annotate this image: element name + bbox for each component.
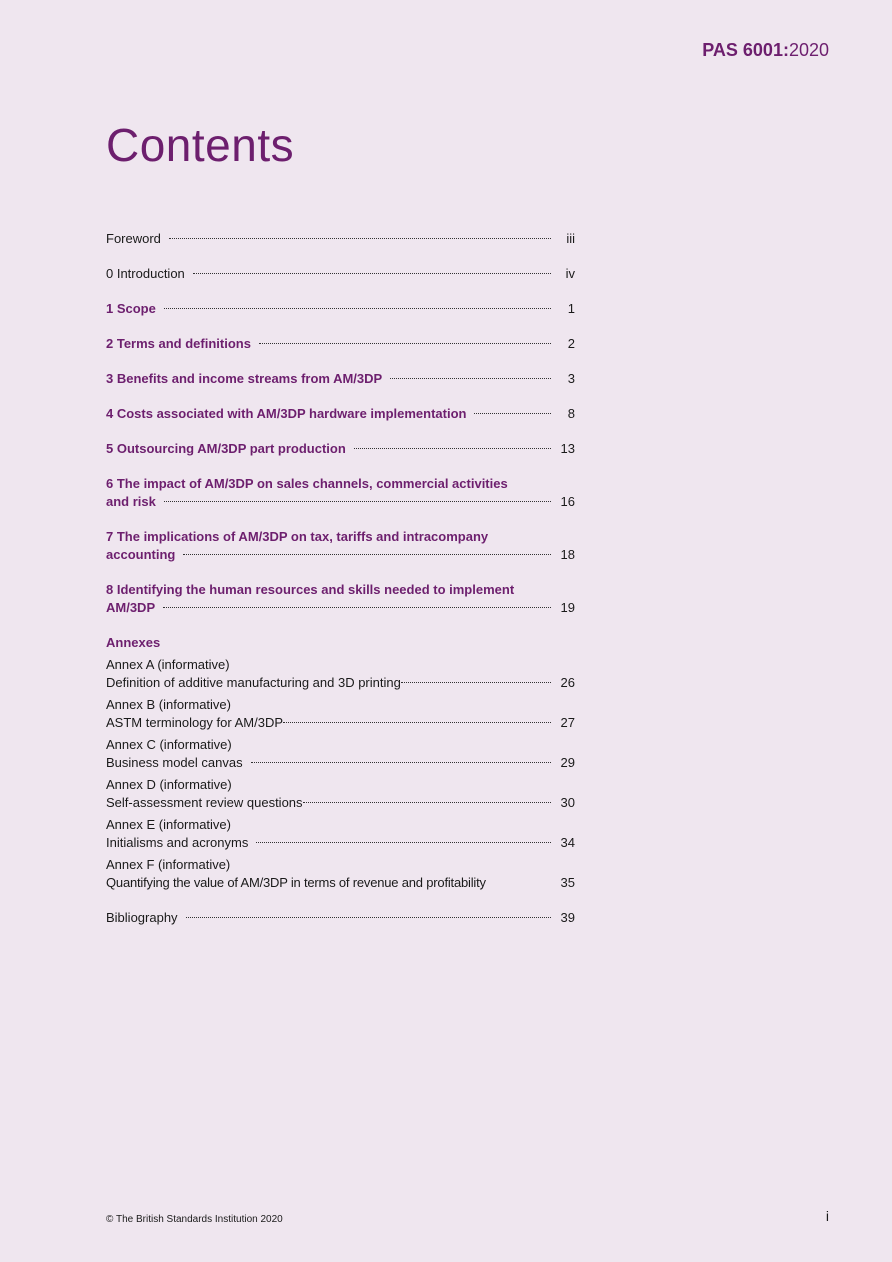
annexes-heading: Annexes	[106, 635, 161, 650]
leader-dots	[164, 501, 551, 502]
annex-type: Annex F (informative)	[106, 857, 231, 872]
toc-page: iv	[565, 266, 575, 281]
toc-label: Bibliography	[106, 910, 178, 925]
leader-dots	[390, 378, 551, 379]
toc-page: 18	[560, 547, 575, 562]
toc-page: 30	[560, 795, 575, 810]
toc-label: 1 Scope	[106, 301, 156, 316]
toc-page: 16	[560, 494, 575, 509]
toc-entry-tax[interactable]	[106, 528, 575, 564]
toc-entry-costs[interactable]	[106, 405, 575, 423]
toc-label: 2 Terms and definitions	[106, 336, 251, 351]
leader-dots	[259, 343, 551, 344]
toc-page: 13	[560, 441, 575, 456]
toc-page: 8	[567, 406, 575, 421]
leader-dots	[401, 682, 551, 683]
annex-type: Annex B (informative)	[106, 697, 231, 712]
leader-dots	[256, 842, 551, 843]
copyright-notice: © The British Standards Institution 2020	[106, 1214, 283, 1225]
leader-dots	[193, 273, 551, 274]
leader-dots	[186, 917, 551, 918]
toc-page: 2	[567, 336, 575, 351]
annex-title: Initialisms and acronyms	[106, 835, 249, 850]
leader-dots	[163, 607, 551, 608]
toc-entry-terms[interactable]	[106, 335, 575, 353]
toc-entry-annex-e[interactable]	[106, 816, 575, 852]
annex-type: Annex C (informative)	[106, 737, 232, 752]
toc-label-line1: 8 Identifying the human resources and skills needed to implement	[106, 582, 515, 597]
toc-page: 26	[560, 675, 575, 690]
leader-dots	[283, 722, 551, 723]
toc-entry-annex-f[interactable]	[106, 856, 575, 892]
leader-dots	[354, 448, 551, 449]
toc-entry-scope[interactable]	[106, 300, 575, 318]
standard-code: PAS 6001:	[702, 40, 789, 60]
toc-entry-sales-channels[interactable]	[106, 475, 575, 511]
annex-title: ASTM terminology for AM/3DP	[106, 715, 283, 730]
annex-type: Annex D (informative)	[106, 777, 232, 792]
toc-page: 35	[560, 875, 575, 890]
toc-entry-annex-d[interactable]	[106, 776, 575, 812]
page-number: i	[825, 1208, 829, 1224]
leader-dots	[164, 308, 551, 309]
toc-entry-bibliography[interactable]	[106, 909, 575, 927]
toc-label: Foreword	[106, 231, 161, 246]
toc-label: 3 Benefits and income streams from AM/3DP	[106, 371, 383, 386]
annex-type: Annex E (informative)	[106, 817, 231, 832]
toc-entry-annex-a[interactable]	[106, 656, 575, 692]
leader-dots	[183, 554, 551, 555]
table-of-contents	[106, 230, 575, 927]
toc-label-line2: AM/3DP	[106, 600, 156, 615]
toc-label-line1: 7 The implications of AM/3DP on tax, tariffs and intracompany	[106, 529, 489, 544]
annex-title: Self-assessment review questions	[106, 795, 303, 810]
standard-year: 2020	[788, 40, 829, 60]
document-id	[702, 40, 829, 61]
toc-entry-foreword[interactable]	[106, 230, 575, 248]
toc-page: 3	[567, 371, 575, 386]
toc-page: 34	[560, 835, 575, 850]
toc-label-line1: 6 The impact of AM/3DP on sales channels, commercial activities	[106, 476, 508, 491]
toc-page: iii	[566, 231, 575, 246]
annex-type: Annex A (informative)	[106, 657, 230, 672]
toc-label-line2: and risk	[106, 494, 156, 509]
leader-dots	[251, 762, 551, 763]
toc-label: 5 Outsourcing AM/3DP part production	[106, 441, 346, 456]
annex-title: Definition of additive manufacturing and 3D printing	[106, 675, 401, 690]
toc-entry-outsourcing[interactable]	[106, 440, 575, 458]
toc-page: 1	[567, 301, 575, 316]
toc-label-line2: accounting	[106, 547, 176, 562]
toc-entry-benefits[interactable]	[106, 370, 575, 388]
leader-dots	[169, 238, 551, 239]
leader-dots	[303, 802, 551, 803]
toc-entry-human-resources[interactable]	[106, 581, 575, 617]
toc-page: 39	[560, 910, 575, 925]
page-title: Contents	[106, 119, 295, 171]
toc-entry-introduction[interactable]	[106, 265, 575, 283]
toc-page: 19	[560, 600, 575, 615]
toc-label: 0 Introduction	[106, 266, 185, 281]
toc-label: 4 Costs associated with AM/3DP hardware implementation	[106, 406, 467, 421]
toc-page: 29	[560, 755, 575, 770]
toc-entry-annex-b[interactable]	[106, 696, 575, 732]
leader-dots	[474, 413, 551, 414]
toc-page: 27	[560, 715, 575, 730]
toc-entry-annex-c[interactable]	[106, 736, 575, 772]
annex-title: Quantifying the value of AM/3DP in terms of revenue and profitability	[106, 875, 486, 890]
annex-title: Business model canvas	[106, 755, 243, 770]
